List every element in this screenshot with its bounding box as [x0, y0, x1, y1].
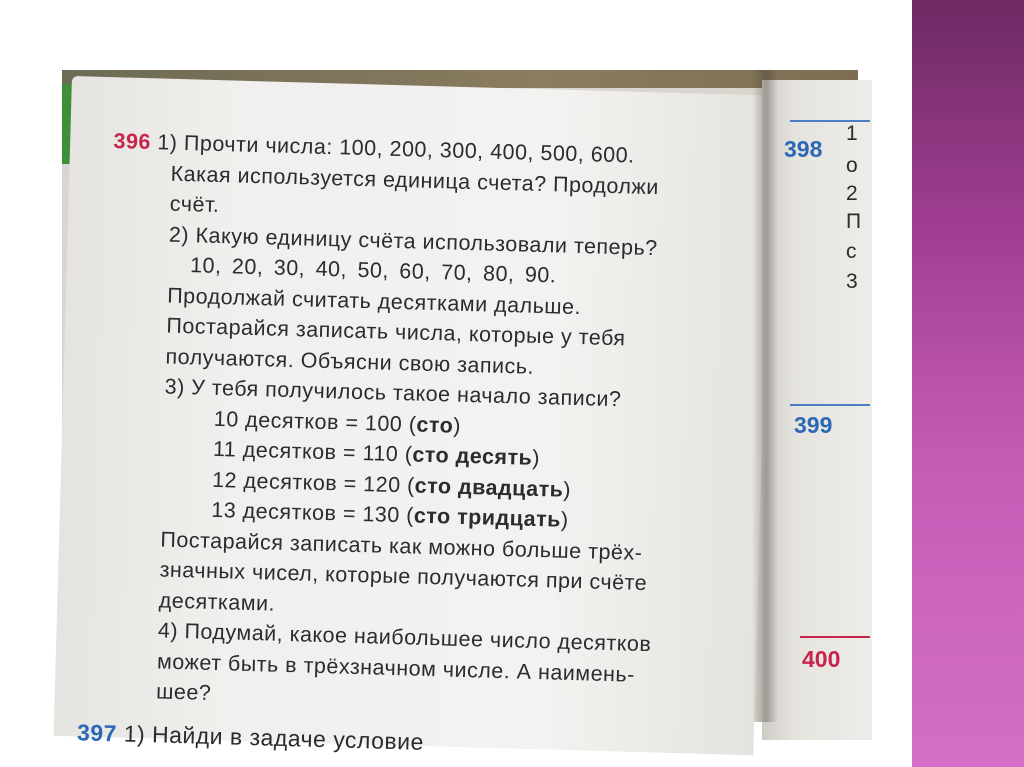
exercise-line: Какая используется единица счета? Продолжи: [170, 161, 660, 199]
exercise-text: 1) Найди в задаче условие: [123, 720, 425, 755]
tens-row-equation: 13 десятков = 130 (: [210, 497, 415, 528]
tens-row-equation: 12 десятков = 120 (: [211, 467, 416, 498]
right-page-fragment: П: [846, 210, 862, 233]
exercise-number-398: 398: [784, 136, 823, 162]
right-page-fragment: 2: [846, 182, 858, 205]
right-page-fragment: 1: [846, 122, 858, 145]
exercise-line: получаются. Объясни свою запись.: [165, 344, 535, 379]
tens-row-bracket: ): [560, 507, 569, 532]
tens-row-word: сто: [416, 412, 454, 438]
exercise-line: 4) Подумай, какое наибольшее число десятков: [157, 618, 652, 657]
exercise-text: 1) Прочти числа: 100, 200, 300, 400, 500, 600.: [157, 130, 635, 168]
tens-row-equation: 11 десятков = 110 (: [212, 436, 413, 467]
exercise-divider: [800, 636, 870, 638]
exercise-396: [76, 126, 754, 766]
exercise-line: 3) У тебя получилось такое начало записи?: [164, 374, 622, 412]
exercise-line: Постарайся записать как можно больше трёх-: [160, 526, 643, 565]
exercise-line: может быть в трёхзначном числе. А наимень-: [156, 648, 636, 687]
exercise-line: 10, 20, 30, 40, 50, 60, 70, 80, 90.: [189, 253, 557, 288]
tens-row-word: сто десять: [412, 442, 533, 470]
slide-side-band: [912, 0, 1024, 767]
textbook-photo: [62, 70, 862, 755]
exercise-number-399: 399: [794, 412, 833, 438]
exercise-line: 2) Какую единицу счёта использовали теперь?: [168, 222, 659, 260]
tens-row-bracket: ): [563, 477, 572, 502]
exercise-line: счёт.: [169, 191, 220, 217]
book-gutter-shadow: [752, 70, 778, 722]
exercise-397: [77, 717, 738, 766]
exercise-divider: [790, 404, 870, 406]
exercise-line: Продолжай считать десятками дальше.: [166, 283, 582, 319]
right-page-fragment: о: [846, 154, 858, 177]
exercise-number-400: 400: [802, 646, 841, 672]
exercise-line: Постарайся записать числа, которые у тебя: [166, 313, 626, 351]
tens-row-word: сто двадцать: [414, 473, 564, 502]
tens-row-bracket: ): [452, 413, 462, 438]
exercise-number: 397: [76, 718, 118, 746]
exercise-line: значных чисел, которые получаются при счёте: [159, 557, 648, 596]
exercise-line: десятками.: [158, 587, 276, 616]
right-page: [762, 80, 872, 740]
exercise-line: шее?: [155, 679, 212, 705]
tens-row-word: сто тридцать: [413, 503, 562, 532]
tens-row-bracket: ): [531, 445, 541, 471]
exercise-divider: [790, 120, 870, 122]
right-page-fragment: 3: [846, 270, 858, 293]
tens-row-equation: 10 десятков = 100 (: [213, 406, 417, 437]
right-page-fragment: с: [846, 240, 857, 263]
exercise-number: 396: [113, 128, 152, 155]
